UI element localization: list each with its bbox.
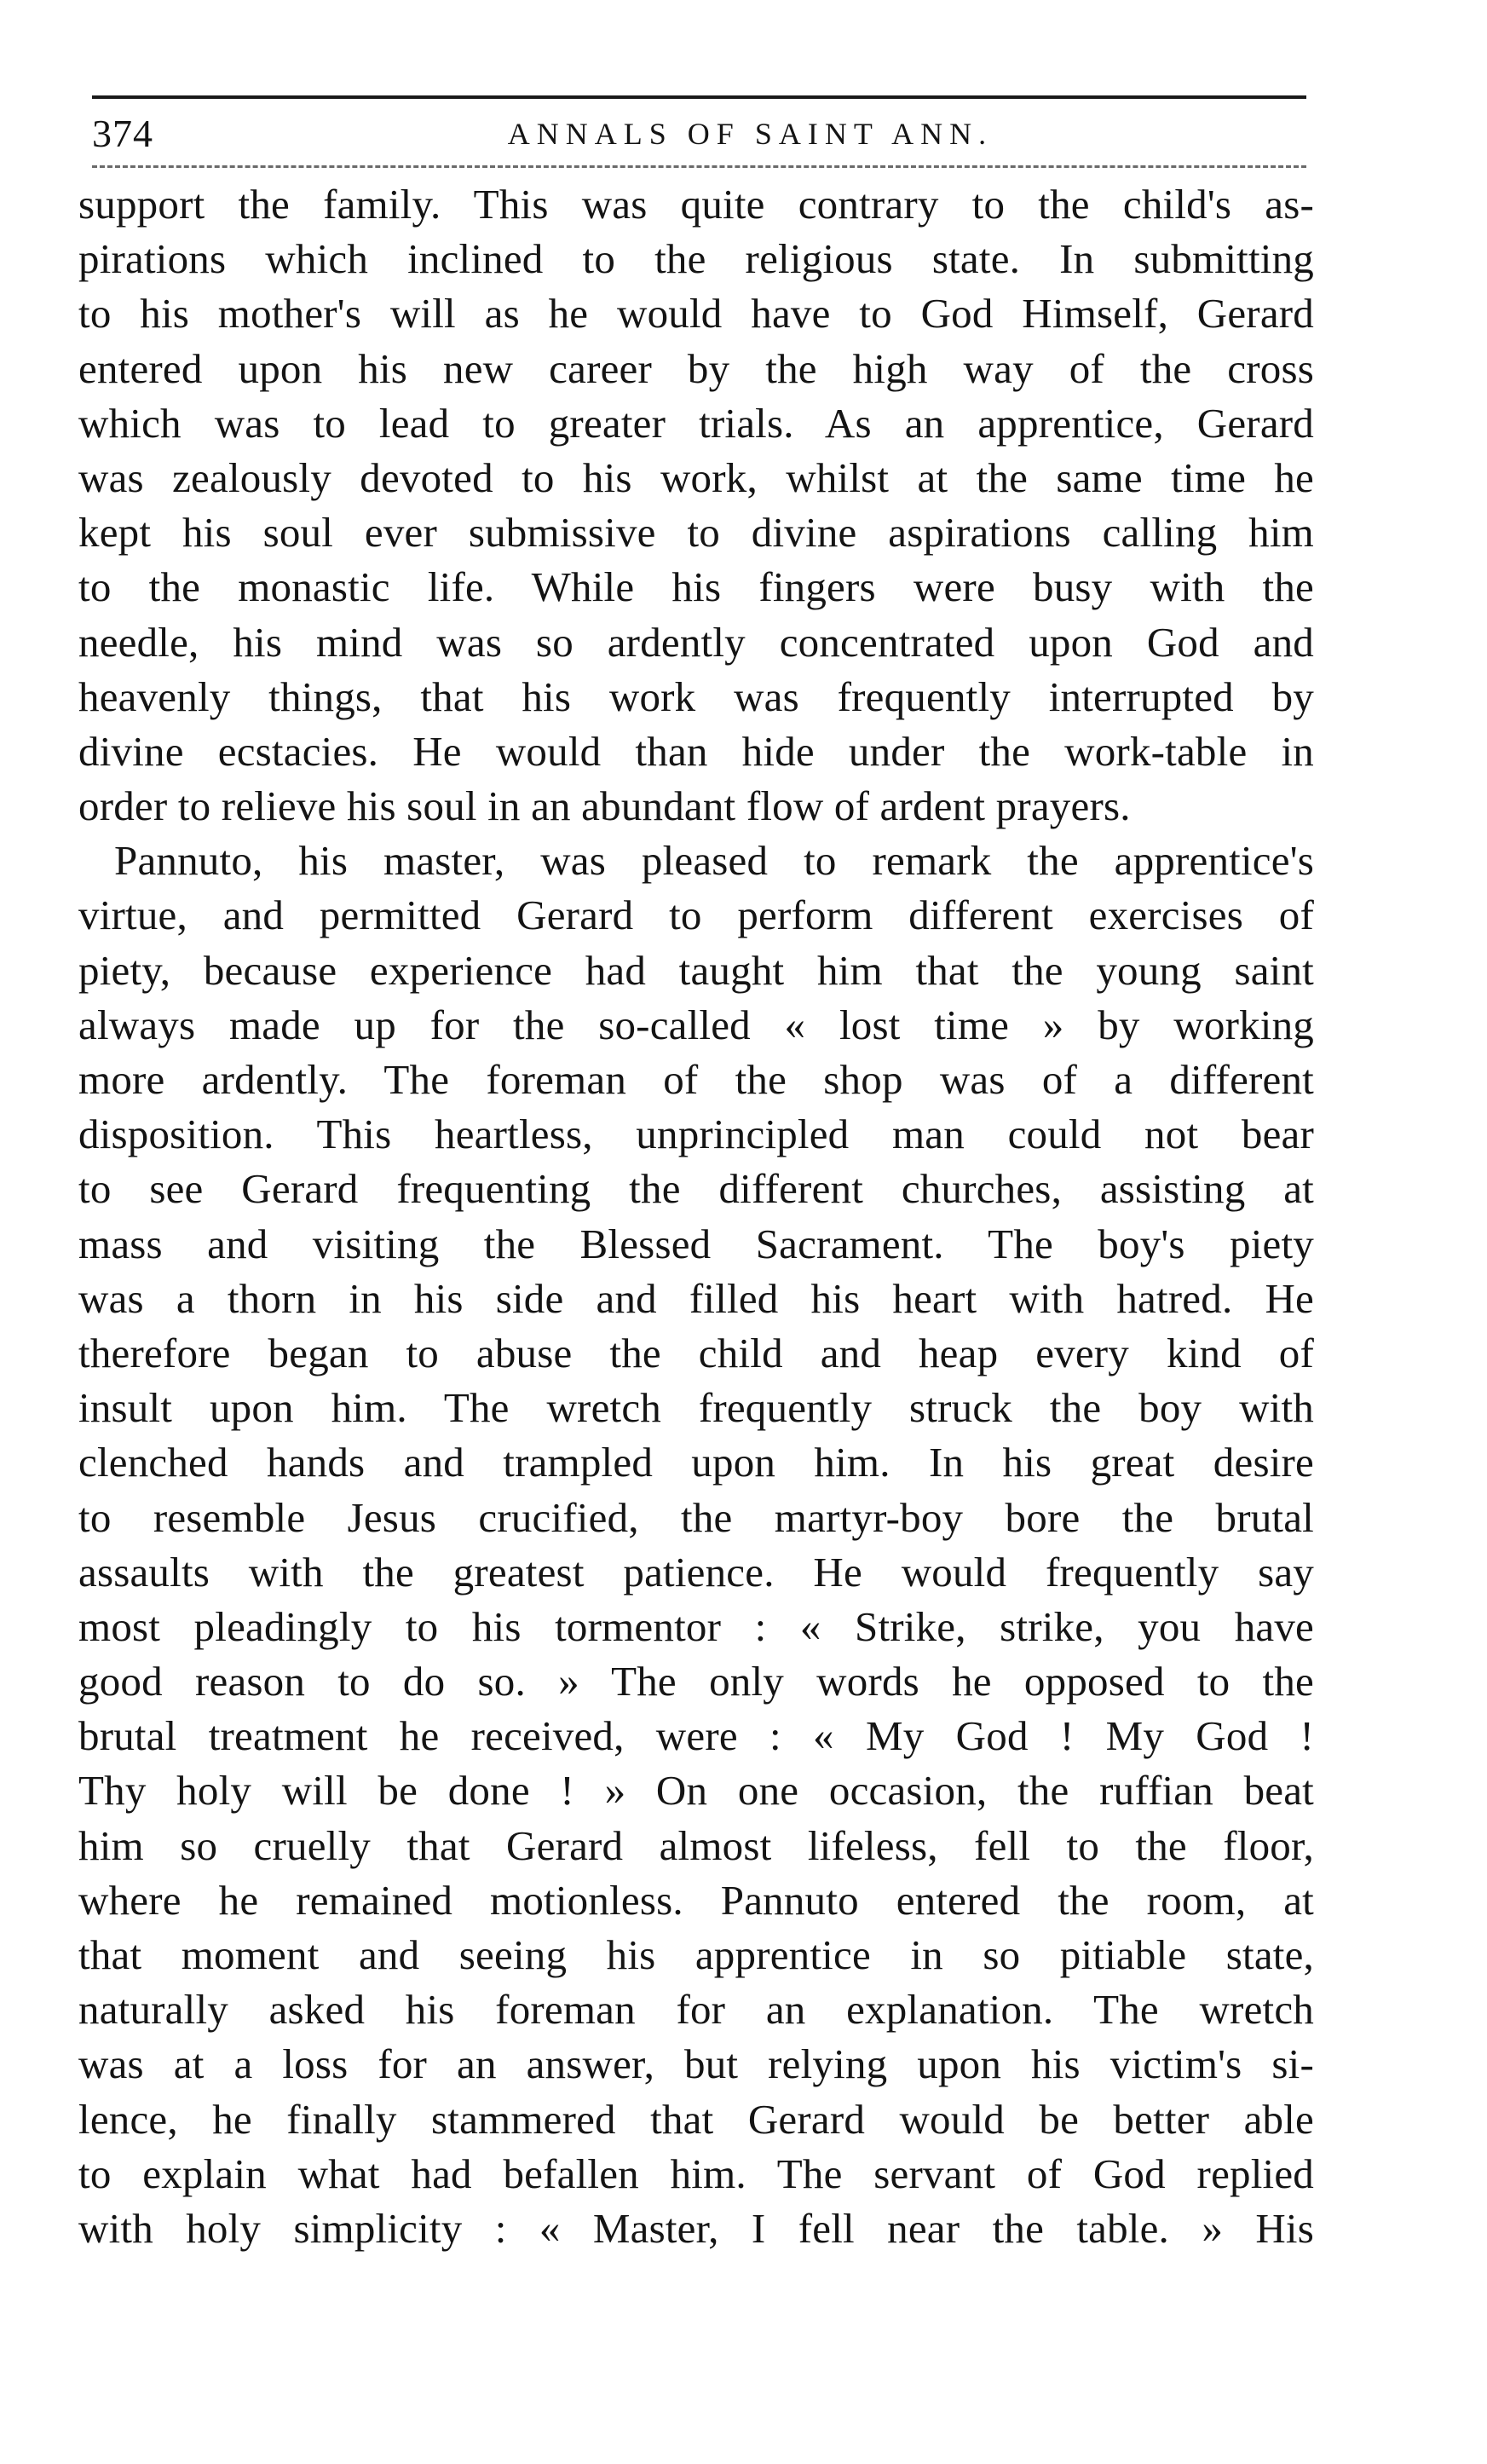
paragraph-2 [78, 834, 1314, 2256]
text-line: to see Gerard frequenting the different churches, assisting at [78, 1165, 1314, 1213]
text-line: which was to lead to greater trials. As an apprentice, Gerard [78, 399, 1314, 447]
text-line: piety, because experience had taught him that the young saint [78, 946, 1314, 994]
page-number: 374 [92, 112, 153, 155]
text-line: lence, he finally stammered that Gerard would be better able [78, 2095, 1314, 2143]
text-line: support the family. This was quite contrary to the child's as- [78, 181, 1314, 228]
page-header [92, 104, 1306, 164]
text-line: pirations which inclined to the religious state. In submitting [78, 235, 1314, 283]
text-line: him so cruelly that Gerard almost lifeless, fell to the floor, [78, 1821, 1314, 1869]
text-line: more ardently. The foreman of the shop was of a different [78, 1056, 1314, 1103]
text-line: clenched hands and trampled upon him. In his great desire [78, 1439, 1314, 1486]
text-line: assaults with the greatest patience. He would frequently say [78, 1548, 1314, 1596]
text-line: disposition. This heartless, unprincipled man could not bear [78, 1111, 1314, 1158]
body-text [78, 177, 1314, 2256]
text-line: kept his soul ever submissive to divine aspirations calling him [78, 509, 1314, 557]
text-line: was at a loss for an answer, but relying upon his victim's si- [78, 2040, 1314, 2088]
text-line: always made up for the so-called « lost time » by working [78, 1001, 1314, 1048]
text-line: to his mother's will as he would have to God Himself, Gerard [78, 290, 1314, 338]
text-line: to the monastic life. While his fingers were busy with the [78, 563, 1314, 611]
text-line: Thy holy will be done ! » On one occasion, the ruffian beat [78, 1767, 1314, 1815]
text-line: was zealously devoted to his work, whilst at the same time he [78, 453, 1314, 501]
text-line: to explain what had befallen him. The servant of God replied [78, 2150, 1314, 2197]
text-line: mass and visiting the Blessed Sacrament. The boy's piety [78, 1220, 1314, 1267]
text-line: order to relieve his soul in an abundant flow of ardent prayers. [78, 782, 1131, 830]
text-line: divine ecstacies. He would than hide under the work-table in [78, 727, 1314, 775]
text-line: virtue, and permitted Gerard to perform different exercises of [78, 892, 1314, 939]
text-line: naturally asked his foreman for an explanation. The wretch [78, 1986, 1314, 2034]
text-line: with holy simplicity : « Master, I fell near the table. » His [78, 2204, 1314, 2252]
text-line: good reason to do so. » The only words he opposed to the [78, 1658, 1314, 1705]
text-line: Pannuto, his master, was pleased to remark the apprentice's [114, 837, 1314, 885]
text-line: therefore began to abuse the child and heap every kind of [78, 1329, 1314, 1376]
text-line: needle, his mind was so ardently concentrated upon God and [78, 618, 1314, 666]
text-line: entered upon his new career by the high way of the cross [78, 344, 1314, 392]
text-line: that moment and seeing his apprentice in so pitiable state, [78, 1931, 1314, 1978]
text-line: brutal treatment he received, were : « My God ! My God ! [78, 1712, 1314, 1760]
text-line: was a thorn in his side and filled his heart with hatred. He [78, 1274, 1314, 1322]
text-line: heavenly things, that his work was frequently interrupted by [78, 672, 1314, 720]
text-line: where he remained motionless. Pannuto entered the room, at [78, 1876, 1314, 1924]
text-line: most pleadingly to his tormentor : « Strike, strike, you have [78, 1602, 1314, 1650]
text-line: insult upon him. The wretch frequently struck the boy with [78, 1384, 1314, 1432]
text-line: to resemble Jesus crucified, the martyr-boy bore the brutal [78, 1493, 1314, 1541]
running-title: ANNALS OF SAINT ANN. [507, 117, 994, 151]
paragraph-1 [78, 177, 1314, 834]
top-rule [92, 95, 1306, 99]
header-rule [92, 165, 1306, 168]
